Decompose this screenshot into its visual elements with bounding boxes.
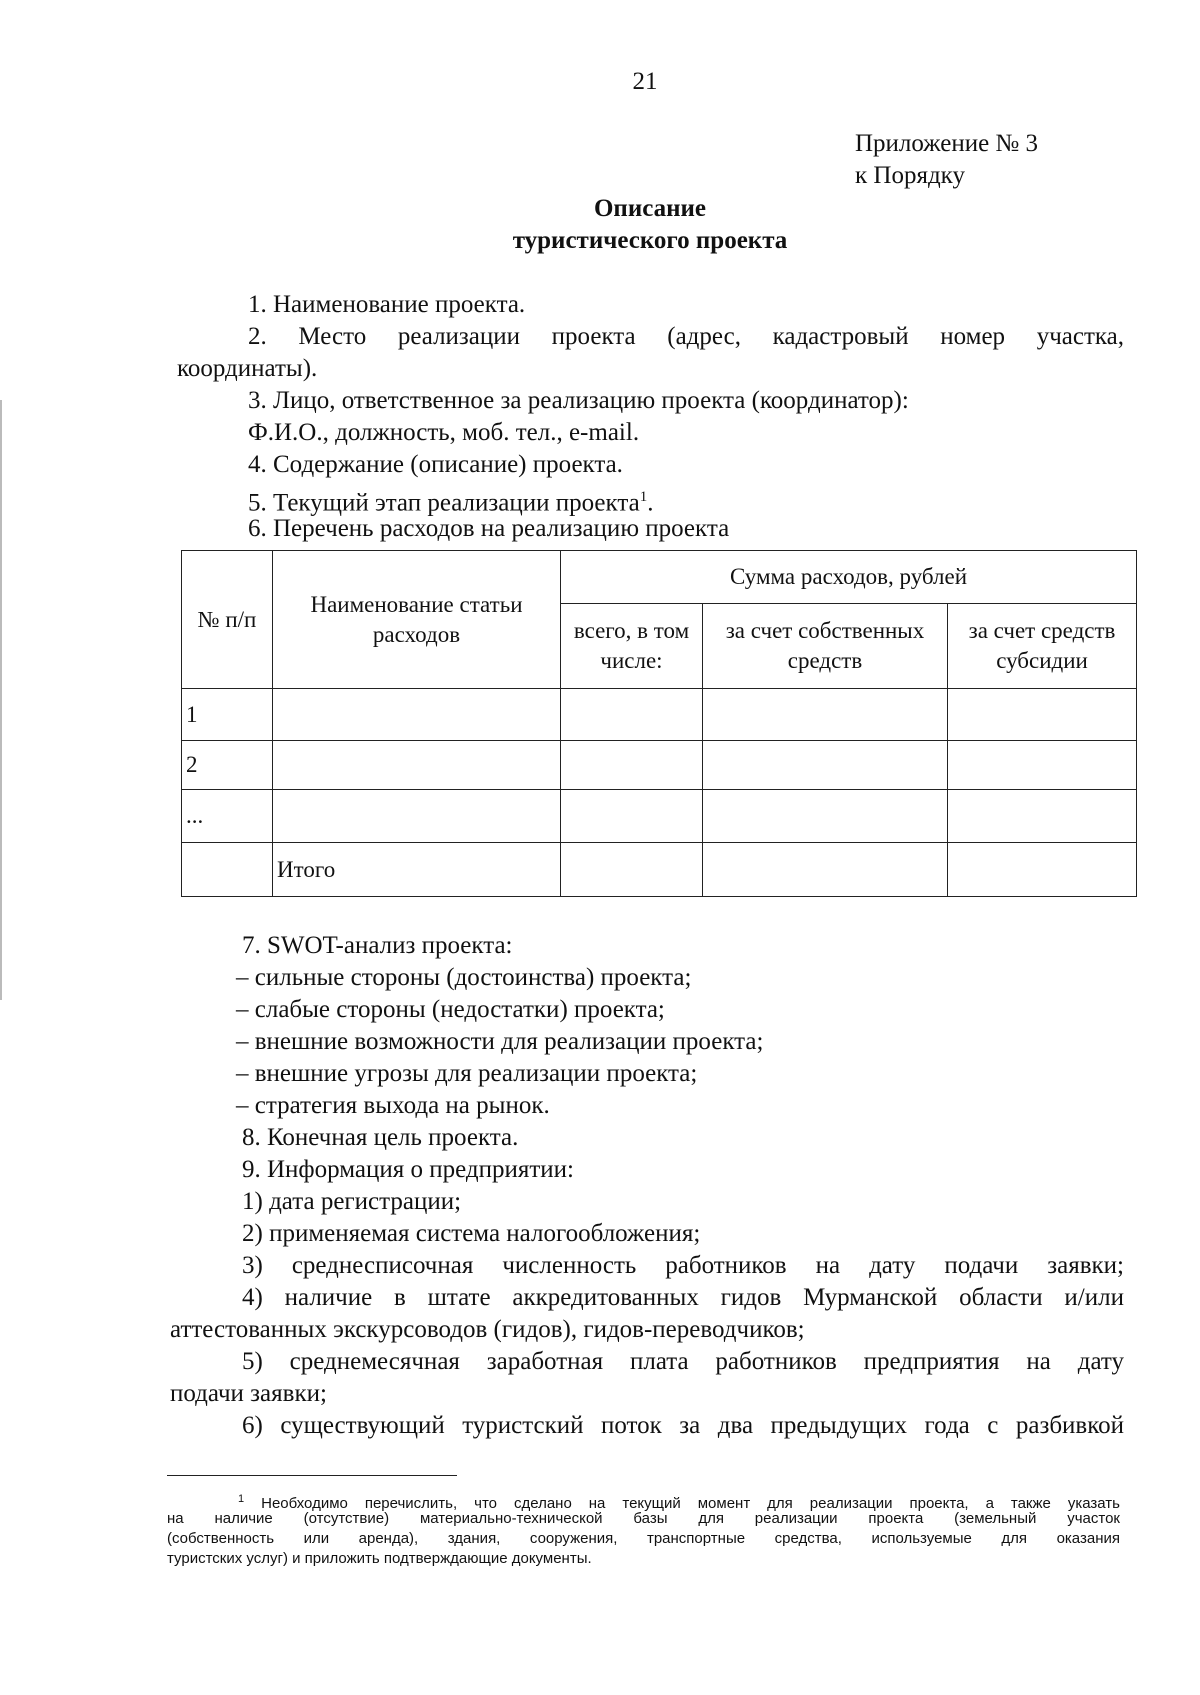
item-3: 3. Лицо, ответственное за реализацию проекта (координатор): bbox=[248, 387, 909, 414]
row-number: ... bbox=[182, 790, 273, 843]
row-subsidy-cell bbox=[948, 689, 1137, 741]
table-row bbox=[182, 790, 1137, 843]
item-9-6: 6) существующий туристский поток за два предыдущих года с разбивкой bbox=[242, 1412, 1124, 1439]
item-9-2: 2) применяемая система налогообложения; bbox=[242, 1220, 701, 1247]
item-7-strategy: – стратегия выхода на рынок. bbox=[236, 1092, 550, 1119]
header-own-funds: за счет собственных средств bbox=[703, 604, 948, 689]
item-4: 4. Содержание (описание) проекта. bbox=[248, 451, 623, 478]
footnote-line-4: туристских услуг) и приложить подтверждающие документы. bbox=[167, 1550, 592, 1567]
row-total-cell bbox=[561, 843, 703, 897]
appendix-reference: к Порядку bbox=[855, 162, 965, 189]
row-subsidy-cell bbox=[948, 843, 1137, 897]
header-item-name: Наименование статьи расходов bbox=[273, 551, 561, 689]
footnote-line-3: (собственность или аренда), здания, сооружения, транспортные средства, используемые для оказания bbox=[167, 1530, 1120, 1547]
total-label: Итого bbox=[273, 843, 561, 897]
row-own-cell bbox=[703, 689, 948, 741]
title-line-2: туристического проекта bbox=[512, 227, 788, 254]
item-9-5-line-2: подачи заявки; bbox=[170, 1380, 327, 1407]
item-9-4-line-2: аттестованных экскурсоводов (гидов), гидов-переводчиков; bbox=[170, 1316, 805, 1343]
row-subsidy-cell bbox=[948, 790, 1137, 843]
table-row bbox=[182, 741, 1137, 790]
item-9-5-line-1: 5) среднемесячная заработная плата работников предприятия на дату bbox=[242, 1348, 1124, 1375]
item-1: 1. Наименование проекта. bbox=[248, 291, 526, 318]
row-total-cell bbox=[561, 689, 703, 741]
row-number: 2 bbox=[182, 741, 273, 790]
table-header-row bbox=[182, 551, 1137, 604]
scan-edge bbox=[0, 400, 2, 1000]
row-total-cell bbox=[561, 741, 703, 790]
item-7-opportunities: – внешние возможности для реализации проекта; bbox=[236, 1028, 764, 1055]
appendix-label: Приложение № 3 bbox=[855, 130, 1039, 157]
row-own-cell bbox=[703, 843, 948, 897]
row-number bbox=[182, 843, 273, 897]
footnote-ref: 1 bbox=[639, 489, 648, 505]
page-number: 21 bbox=[632, 68, 658, 95]
row-item-cell bbox=[273, 689, 561, 741]
header-expense-sum: Сумма расходов, рублей bbox=[561, 551, 1137, 604]
table-row bbox=[182, 689, 1137, 741]
item-3-details: Ф.И.О., должность, моб. тел., e-mail. bbox=[248, 419, 640, 446]
item-9-3: 3) среднесписочная численность работников на дату подачи заявки; bbox=[242, 1252, 1124, 1279]
row-number: 1 bbox=[182, 689, 273, 741]
item-7-strengths: – сильные стороны (достоинства) проекта; bbox=[236, 964, 692, 991]
item-9: 9. Информация о предприятии: bbox=[242, 1156, 575, 1183]
row-item-cell bbox=[273, 741, 561, 790]
item-6: 6. Перечень расходов на реализацию проекта bbox=[248, 515, 730, 542]
header-subsidy: за счет средств субсидии bbox=[948, 604, 1137, 689]
item-8: 8. Конечная цель проекта. bbox=[242, 1124, 519, 1151]
item-9-4-line-1: 4) наличие в штате аккредитованных гидов Мурманской области и/или bbox=[242, 1284, 1124, 1311]
item-2-line-2: координаты). bbox=[177, 355, 318, 382]
header-total: всего, в том числе: bbox=[561, 604, 703, 689]
item-9-1: 1) дата регистрации; bbox=[242, 1188, 462, 1215]
row-total-cell bbox=[561, 790, 703, 843]
row-subsidy-cell bbox=[948, 741, 1137, 790]
table-total-row bbox=[182, 843, 1137, 897]
item-7: 7. SWOT-анализ проекта: bbox=[242, 932, 513, 959]
title-line-1: Описание bbox=[593, 195, 707, 222]
footnote-separator bbox=[167, 1475, 457, 1476]
item-7-threats: – внешние угрозы для реализации проекта; bbox=[236, 1060, 698, 1087]
item-2-line-1: 2. Место реализации проекта (адрес, кадастровый номер участка, bbox=[248, 323, 1124, 350]
row-item-cell bbox=[273, 790, 561, 843]
footnote-line-2: на наличие (отсутствие) материально-технической базы для реализации проекта (земельный участок bbox=[167, 1510, 1120, 1527]
header-number: № п/п bbox=[182, 551, 273, 689]
row-own-cell bbox=[703, 741, 948, 790]
item-7-weaknesses: – слабые стороны (недостатки) проекта; bbox=[236, 996, 665, 1023]
item-5-end: . bbox=[647, 489, 654, 517]
footnote-mark: 1 bbox=[238, 1493, 245, 1505]
row-own-cell bbox=[703, 790, 948, 843]
footnote-text-1: Необходимо перечислить, что сделано на текущий момент для реализации проекта, а также указать bbox=[261, 1495, 1120, 1512]
item-5-text: 5. Текущий этап реализации проекта bbox=[248, 489, 640, 517]
expenses-table bbox=[181, 550, 1137, 897]
